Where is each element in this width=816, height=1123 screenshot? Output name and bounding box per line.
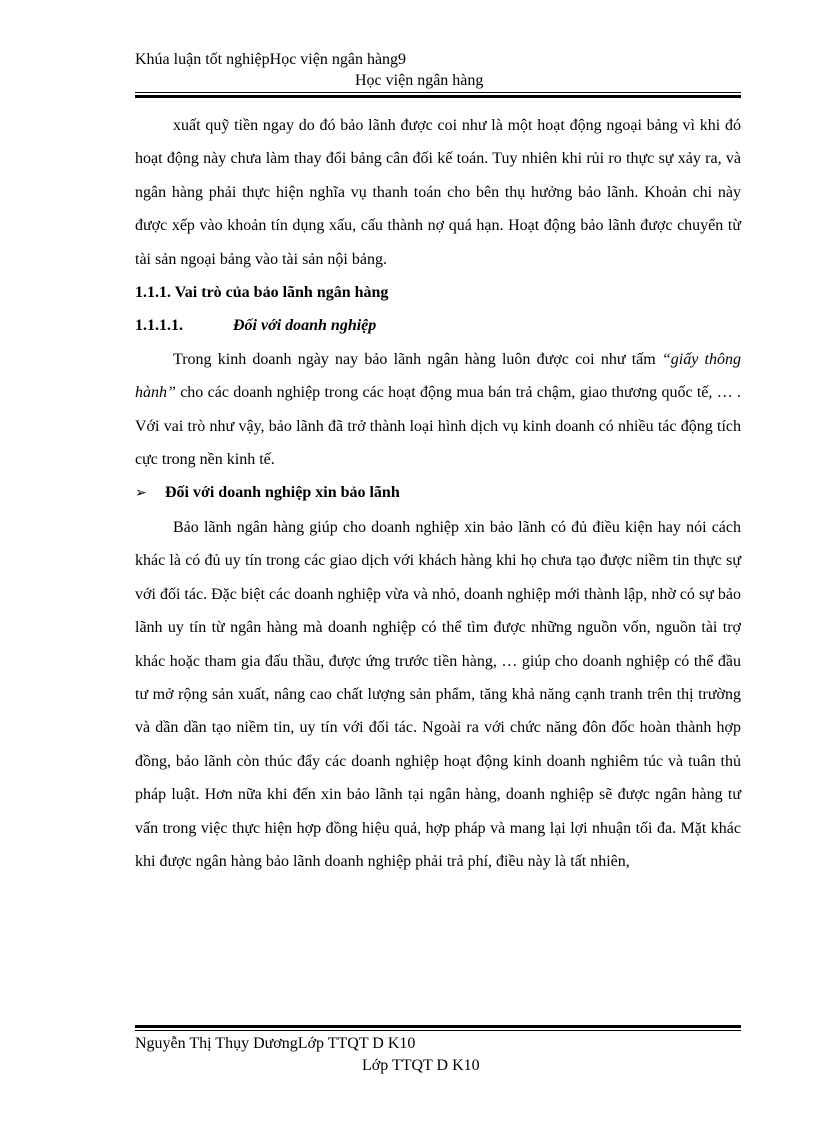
footer-class: Lớp TTQT D K10 bbox=[297, 1035, 416, 1052]
footer-line-1 bbox=[135, 1034, 415, 1054]
paragraph-2-part-a: Trong kinh doanh ngày nay bảo lãnh ngân hàng luôn được coi như tấm bbox=[173, 350, 662, 368]
body-content bbox=[135, 109, 741, 878]
paragraph-2 bbox=[135, 343, 741, 477]
paragraph-1: xuất quỹ tiền ngay do đó bảo lãnh được coi như là một hoạt động ngoại bảng vì khi đó hoạt động này chưa làm thay đổi bảng cân đối kế toán. Tuy nhiên khi rủi ro thực sự xảy ra, và ngân hàng phải thực hiện nghĩa vụ thanh toán cho bên thụ hưởng bảo lãnh. Khoản chi này được xếp vào khoản tín dụng xấu, cấu thành nợ quá hạn. Hoạt động bảo lãnh được chuyển từ tài sản ngoại bảng vào tài sản nội bảng. bbox=[135, 117, 741, 268]
subsection-number: 1.1.1.1. bbox=[135, 317, 183, 335]
header-rule-thin bbox=[135, 92, 741, 93]
paragraph-3: Bảo lãnh ngân hàng giúp cho doanh nghiệp xin bảo lãnh có đủ điều kiện hay nói cách khác là có đủ uy tín trong các giao dịch với khách hàng khi họ chưa tạo được niềm tin thực sự với đối tác. Đặc biệt các doanh nghiệp vừa và nhỏ, doanh nghiệp mới thành lập, nhờ có sự bảo lãnh uy tín từ ngân hàng mà doanh nghiệp có thể tìm được những nguồn vốn, nguồn tài trợ khác hoặc tham gia đấu thầu, được ứng trước tiền hàng, … giúp cho doanh nghiệp có thể đầu tư mở rộng sản xuất, nâng cao chất lượng sản phẩm, tăng khả năng cạnh tranh trên thị trường và dần dần tạo niềm tin, uy tín với đối tác. Ngoài ra với chức năng đôn đốc hoàn thành hợp đồng, bảo lãnh còn thúc đẩy các doanh nghiệp hoạt động kinh doanh nghiêm túc và tuân thủ pháp luật. Hơn nữa khi đến xin bảo lãnh tại ngân hàng, doanh nghiệp sẽ được ngân hàng tư vấn trong việc thực hiện hợp đồng hiệu quả, hợp pháp và mang lại lợi nhuận tối đa. Mặt khác khi được ngân hàng bảo lãnh doanh nghiệp phải trả phí, điều này là tất nhiên, bbox=[135, 518, 741, 870]
paragraph-2-part-b: cho các doanh nghiệp trong các hoạt động mua bán trả chậm, giao thương quốc tế, … . Với vai trò như vậy, bảo lãnh đã trở thành loại hình dịch vụ kinh doanh có nhiều tác động tích cực trong nền kinh tế. bbox=[135, 384, 741, 469]
subsection-heading bbox=[135, 309, 741, 342]
page-number: 9 bbox=[398, 51, 407, 68]
footer-line-2: Lớp TTQT D K10 bbox=[362, 1057, 480, 1074]
section-heading-1-1-1: 1.1.1. Vai trò của bảo lãnh ngân hàng bbox=[135, 284, 389, 302]
header-thesis-label: Khúa luận tốt nghiệp bbox=[135, 51, 270, 68]
header-line-1 bbox=[135, 50, 406, 70]
footer-rule-thick bbox=[135, 1025, 741, 1028]
footer-author: Nguyễn Thị Thụy Dương bbox=[135, 1035, 298, 1052]
header-school-name: Học viện ngân hàng bbox=[269, 51, 399, 68]
header-line-2: Học viện ngân hàng bbox=[355, 72, 484, 89]
header-rule-thick bbox=[135, 95, 741, 98]
subsection-title: Đối với doanh nghiệp bbox=[233, 317, 377, 335]
paragraph-2-quote: “giấy thông hành” bbox=[135, 350, 742, 402]
bullet-heading-text: Đối với doanh nghiệp xin bảo lãnh bbox=[165, 484, 400, 502]
footer-rule-thin bbox=[135, 1030, 741, 1031]
arrow-bullet-icon: ➢ bbox=[135, 486, 147, 502]
bullet-heading bbox=[135, 476, 741, 510]
